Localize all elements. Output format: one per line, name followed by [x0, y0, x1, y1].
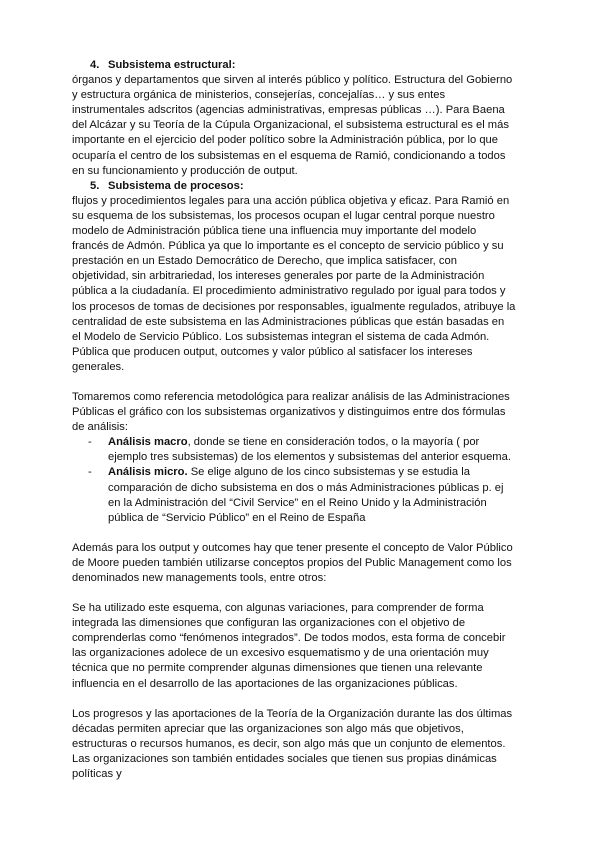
list-item-text: , donde se tiene en consideración todos, o la mayoría ( por ejemplo tres subsistemas) de los elementos y subsistemas del anterior esquema. [108, 436, 511, 464]
spacer [72, 586, 516, 601]
list-item-micro [72, 465, 516, 525]
section-5-number: 5. [90, 179, 100, 192]
section-5-heading [72, 179, 516, 194]
list-dash: - [88, 436, 92, 449]
list-item-body [108, 465, 516, 525]
document-body [72, 58, 516, 782]
section-4-heading [72, 58, 516, 73]
paragraph-esquema: Se ha utilizado este esquema, con algunas variaciones, para comprender de forma integrada las dimensiones que configuran las organizaciones con el objetivo de comprenderlas como “fenómenos integrados”. De todos modos, esta forma de concebir las organizaciones adolece de un excesivo esquematismo y de una orientación muy técnica que no permite comprender algunas dimensiones que tienen una relevante influencia en el desarrollo de las aportaciones de las organizaciones públicas. [72, 602, 506, 690]
list-item-term: Análisis micro. [108, 466, 188, 479]
list-item-text: Se elige alguno de los cinco subsistemas y se estudia la comparación de dicho subsistema en dos o más Administraciones públicas p. ej en la Administración del “Civil Service” en el Reino Unido y la Administración pública de “Servicio Público” en el Reino de España [108, 466, 504, 524]
paragraph-progresos: Los progresos y las aportaciones de la Teoría de la Organización durante las dos últimas décadas permiten apreciar que las organizaciones son algo más que objetivos, estructuras o recursos humanos, es decir, son algo más que un conjunto de elementos. Las organizaciones son también entidades sociales que tienen sus propias dinámicas políticas y [72, 707, 513, 781]
section-4-title: Subsistema estructural: [108, 59, 236, 71]
list-item-body [108, 435, 516, 465]
spacer [72, 375, 516, 390]
section-5-title: Subsistema de procesos: [108, 179, 244, 192]
section-5-body: flujos y procedimientos legales para una acción pública objetiva y eficaz. Para Ramió en su esquema de los subsistemas, los procesos ocupan el lugar central porque nuestro modelo de Administración pública tiene una influencia muy importante del modelo francés de Admón. Pública ya que lo importante es el concepto de servicio público y su prestación en un Estado Democrático de Derecho, que implica satisfacer, con objetividad, sin arbitrariedad, los intereses generales por parte de la Administración pública a la ciudadanía. El procedimiento administrativo regulado por igual para todos y los procesos de tomas de decisiones por responsables, igualmente regulados, atribuye la centralidad de este subsistema en las Administraciones públicas que están basadas en el Modelo de Servicio Público. Los subsistemas integran el sistema de cada Admón. Pública que producen output, outcomes y valor público al satisfacer los intereses generales. [72, 194, 516, 373]
paragraph-metodologia: Tomaremos como referencia metodológica para realizar análisis de las Administraciones Públicas el gráfico con los subsistemas organizativos y distinguimos entre dos fórmulas de análisis: [72, 390, 510, 434]
section-4-body: órganos y departamentos que sirven al interés público y político. Estructura del Gobierno y estructura orgánica de ministerios, consejerías, concejalías… y sus entes instrumentales adscritos (agencias administrativas, empresas públicas …). Para Baena del Alcázar y su Teoría de la Cúpula Organizacional, el subsistema estructural es el más importante en el ejercicio del poder político sobre la Administración pública, por lo que ocuparía el centro de los subsistemas en el esquema de Ramió, condicionando a todos en su funcionamiento y producción de output. [72, 74, 513, 177]
list-item-macro [72, 435, 516, 465]
list-item-term: Análisis macro [108, 436, 188, 449]
paragraph-output: Además para los output y outcomes hay que tener presente el concepto de Valor Público de Moore pueden también utilizarse conceptos propios del Public Management como los denominados new managements tools, entre otros: [72, 541, 513, 584]
section-4-number: 4. [90, 59, 100, 71]
spacer [72, 692, 516, 707]
spacer [72, 526, 516, 541]
list-dash: - [88, 466, 92, 479]
